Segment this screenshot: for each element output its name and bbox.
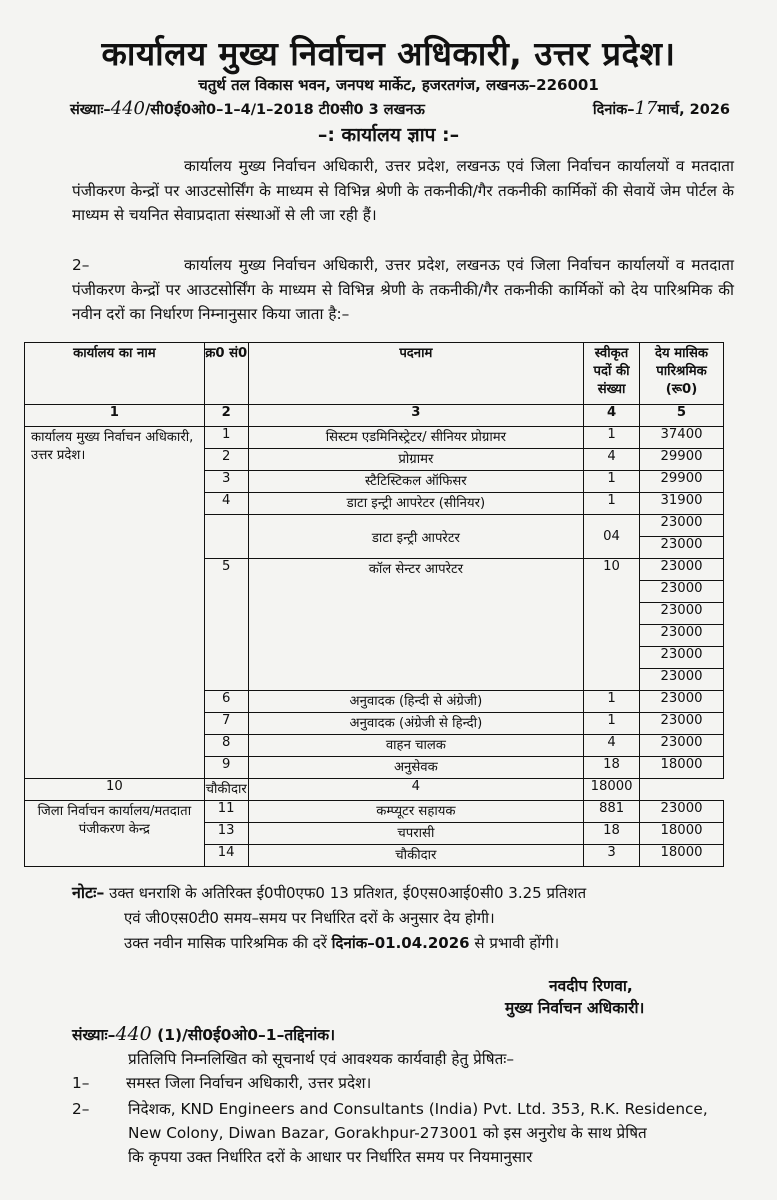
remuneration-table [24, 342, 724, 867]
note-line-2: एवं जी0एस0टी0 समय–समय पर निर्धारित दरों के अनुसार देय होगी। [124, 909, 495, 927]
office-title: कार्यालय मुख्य निर्वाचन अधिकारी, उत्तर प्रदेश। [101, 34, 676, 73]
handwritten-copy-ref-number: 440 [115, 1023, 152, 1045]
reference-date: दिनांक–17मार्च, 2026 [592, 98, 730, 119]
table-header-row [25, 343, 724, 405]
signature-block [505, 975, 644, 1019]
office-cell-district: जिला निर्वाचन कार्यालय/मतदाता पंजीकरण केन्द्र [25, 801, 205, 867]
table-row: 23000 [25, 603, 724, 625]
table-row: कार्यालय मुख्य निर्वाचन अधिकारी, उत्तर प्रदेश। 1 सिस्टम एडमिनिस्ट्रेटर/ सीनियर प्रोग्रामर 1 37400 [25, 427, 724, 449]
table-row: 14 चौकीदार 3 18000 [25, 845, 724, 867]
note-label: नोटः– [72, 883, 105, 902]
table-row: 13 चपरासी 18 18000 [25, 823, 724, 845]
reference-number: संख्याः–440/सी0ई0ओ0–1–4/1–2018 टी0सी0 3 लखनऊ [70, 98, 425, 119]
copy-item-1: 1– समस्त जिला निर्वाचन अधिकारी, उत्तर प्रदेश। [72, 1074, 372, 1092]
header-serial: क्र0 सं0 [204, 343, 248, 405]
reference-line [70, 98, 730, 119]
table-row: 7 अनुवादक (अंग्रेजी से हिन्दी) 1 23000 [25, 713, 724, 735]
table-row: 8 वाहन चालक 4 23000 [25, 735, 724, 757]
column-number-row: 1 2 3 4 5 [25, 405, 724, 427]
handwritten-ref-number: 440 [110, 98, 145, 119]
table-row: 23000 [25, 647, 724, 669]
table-row: 6 अनुवादक (हिन्दी से अंग्रेजी) 1 23000 [25, 691, 724, 713]
handwritten-date: 17 [634, 98, 658, 119]
copy-item-2-number: 2– [72, 1100, 90, 1118]
table-row: जिला निर्वाचन कार्यालय/मतदाता पंजीकरण केन्द्र 11 कम्प्यूटर सहायक 881 23000 [25, 801, 724, 823]
table-row: 23000 [25, 625, 724, 647]
header-pay: देय मासिक पारिश्रमिक (रू0) [640, 343, 724, 405]
copy-intro: प्रतिलिपि निम्नलिखित को सूचनार्थ एवं आवश्यक कार्यवाही हेतु प्रेषितः– [128, 1050, 515, 1068]
table-row: 9 अनुसेवक 18 18000 [25, 757, 724, 779]
memo-title: –: कार्यालय ज्ञाप :– [317, 124, 460, 146]
note-block: नोटः– उक्त धनराशि के अतिरिक्त ई0पी0एफ0 13 प्रतिशत, ई0एस0आई0सी0 3.25 प्रतिशत एवं जी0एस0टी0 समय–समय पर निर्धारित दरों के अनुसार देय होगी। उक्त नवीन मासिक पारिश्रमिक की दरें दिनांक–01.04.2026 से प्रभावी होंगी। [72, 880, 732, 956]
paragraph-2-number: 2– [72, 256, 90, 274]
office-address: चतुर्थ तल विकास भवन, जनपथ मार्केट, हजरतगंज, लखनऊ–226001 [198, 76, 599, 94]
table-row: 23000 [25, 669, 724, 691]
signatory-designation: मुख्य निर्वाचन अधिकारी। [505, 999, 645, 1017]
table-row: 23000 [25, 537, 724, 559]
signatory-name: नवदीप रिणवा, [549, 977, 633, 995]
table-row: 4 डाटा इन्ट्री आपरेटर (सीनियर) 1 31900 [25, 493, 724, 515]
paragraph-1: कार्यालय मुख्य निर्वाचन अधिकारी, उत्तर प्रदेश, लखनऊ एवं जिला निर्वाचन कार्यालयों व मतदाता पंजीकरण केन्द्रों पर आउटसोर्सिंग के माध्यम से विभिन्न श्रेणी के तकनीकी/गैर तकनीकी कार्मिकों की सेवायें जेम पोर्टल के माध्यम से चयनित सेवाप्रदाता संस्थाओं से ली जा रही हैं। [72, 157, 734, 224]
copy-item-2-text: निदेशक, KND Engineers and Consultants (India) Pvt. Ltd. 353, R.K. Residence, New Colony, Diwan Bazar, Gorakhpur-273001 को इस अनुरोध के साथ प्रेषित कि कृपया उक्त निर्धारित दरों के आधार पर निर्धारित समय पर नियमानुसार [128, 1100, 708, 1166]
header-office: कार्यालय का नाम [25, 343, 205, 405]
header-post: पदनाम [248, 343, 583, 405]
paragraph-2-text: कार्यालय मुख्य निर्वाचन अधिकारी, उत्तर प्रदेश, लखनऊ एवं जिला निर्वाचन कार्यालयों व मतदाता पंजीकरण केन्द्रों पर आउटसोर्सिंग के माध्यम से विभिन्न श्रेणी के तकनीकी/गैर तकनीकी कार्मिकों को देय पारिश्रमिक की नवीन दरों का निर्धारण निम्नानुसार किया जाता है:– [72, 256, 734, 323]
office-cell-state: कार्यालय मुख्य निर्वाचन अधिकारी, उत्तर प्रदेश। [25, 427, 205, 779]
table-row: 3 स्टैटिस्टिकल ऑफिसर 1 29900 [25, 471, 724, 493]
paragraph-2 [72, 253, 734, 327]
table-row: 2 प्रोग्रामर 4 29900 [25, 449, 724, 471]
effective-date: दिनांक–01.04.2026 [331, 934, 470, 952]
copy-reference-line: संख्याः–440 (1)/सी0ई0ओ0–1–तद्दिनांक। [72, 1023, 336, 1045]
header-count: स्वीकृत पदों की संख्या [584, 343, 640, 405]
table-row: 10 चौकीदार 4 18000 [25, 779, 724, 801]
table-row: डाटा इन्ट्री आपरेटर 04 23000 [25, 515, 724, 537]
table-row: 5 कॉल सेन्टर आपरेटर 10 23000 [25, 559, 724, 581]
note-line-1: उक्त धनराशि के अतिरिक्त ई0पी0एफ0 13 प्रतिशत, ई0एस0आई0सी0 3.25 प्रतिशत [109, 884, 587, 902]
table-row: 23000 [25, 581, 724, 603]
